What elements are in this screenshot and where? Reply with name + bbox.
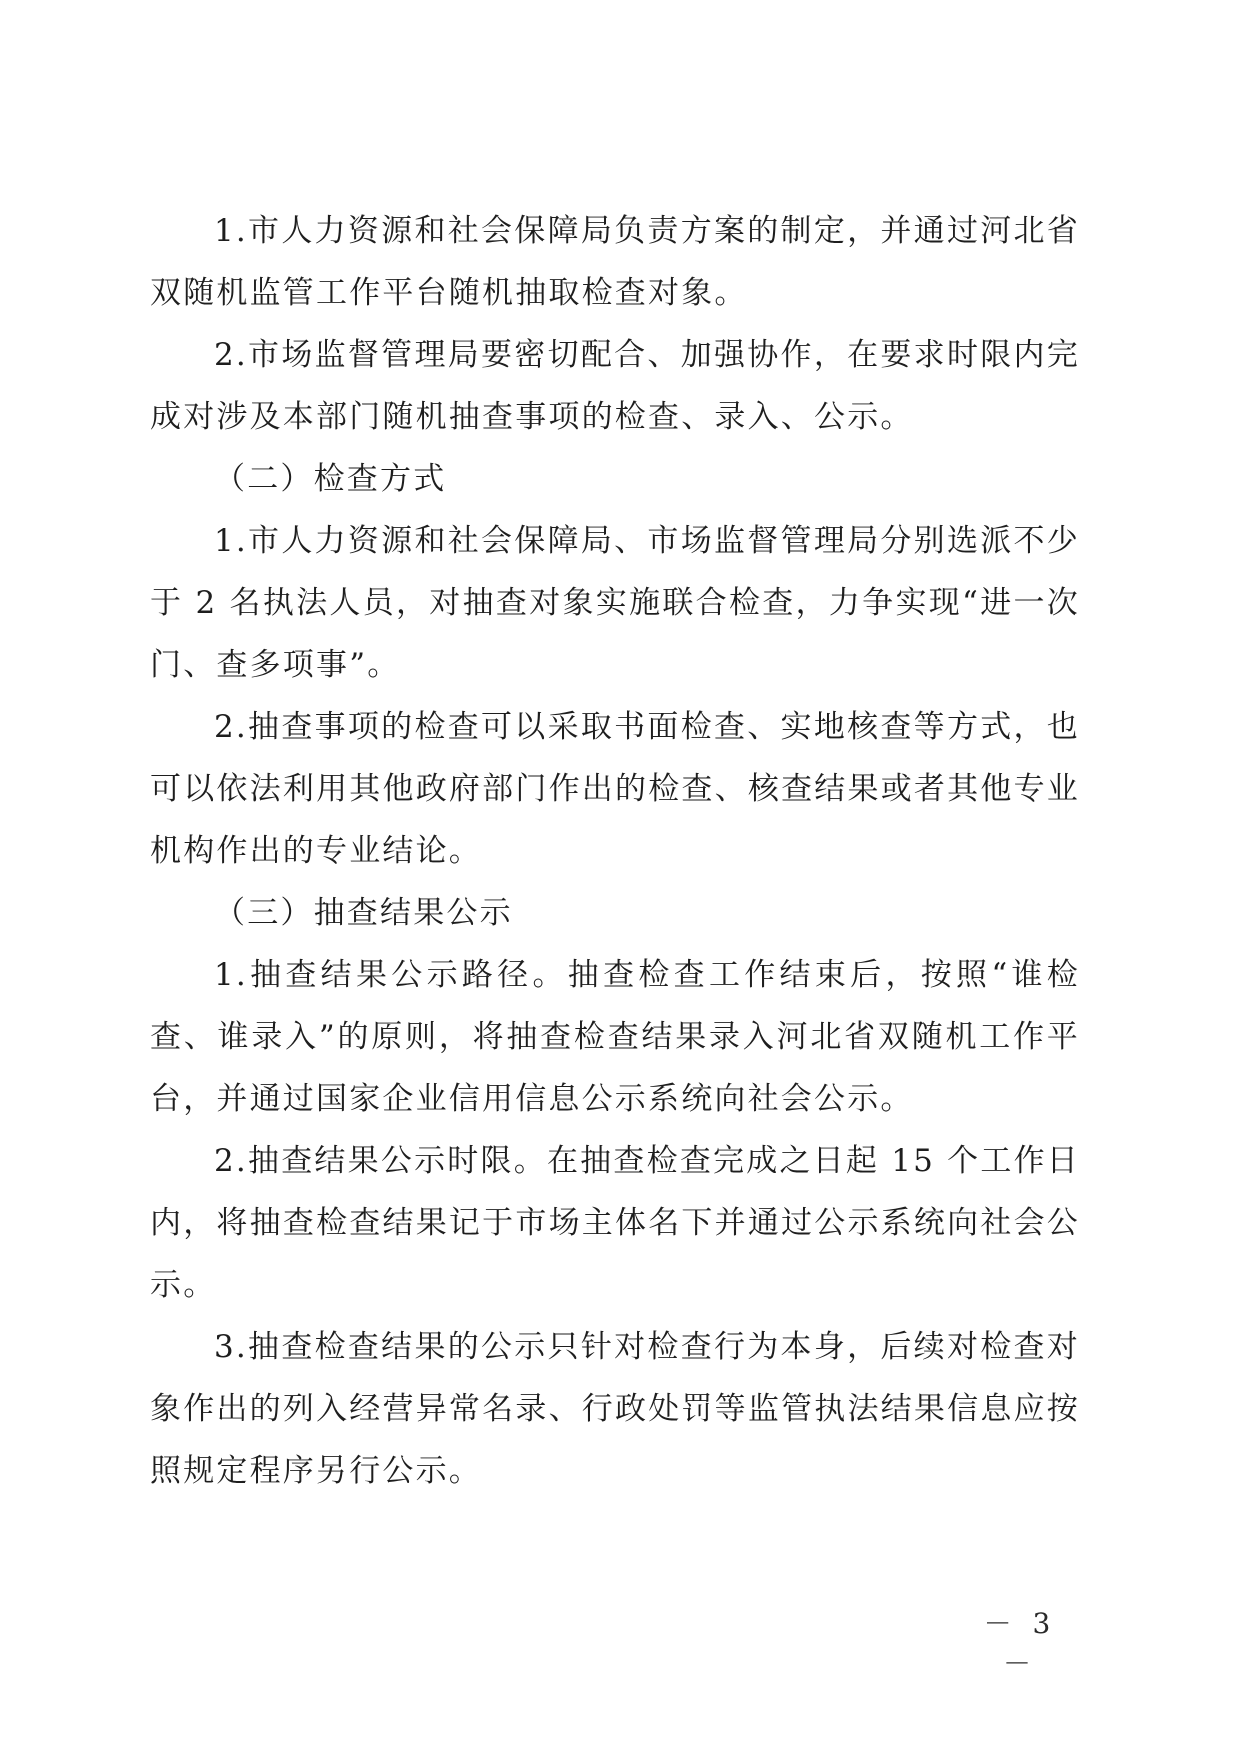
section-heading-2: （二）检查方式 xyxy=(214,461,447,497)
paragraph-3-1: 1.抽查结果公示路径。抽查检查工作结束后，按照“谁检查、谁录入”的原则，将抽查检查结果录入河北省双随机工作平台，并通过国家企业信用信息公示系统向社会公示。 xyxy=(150,957,1080,1117)
paragraph-3-3: 3.抽查检查结果的公示只针对检查行为本身，后续对检查对象作出的列入经营异常名录、行政处罚等监管执法结果信息应按照规定程序另行公示。 xyxy=(150,1329,1080,1489)
section-heading-3: （三）抽查结果公示 xyxy=(214,895,513,931)
paragraph-3-2: 2.抽查结果公示时限。在抽查检查完成之日起 15 个工作日内，将抽查检查结果记于市场主体名下并通过公示系统向社会公示。 xyxy=(150,1143,1080,1303)
paragraph-1-1: 1.市人力资源和社会保障局负责方案的制定，并通过河北省双随机监管工作平台随机抽取检查对象。 xyxy=(150,213,1080,311)
paragraph-1-2: 2.市场监督管理局要密切配合、加强协作，在要求时限内完成对涉及本部门随机抽查事项的检查、录入、公示。 xyxy=(150,337,1080,435)
page-number: － 3 － xyxy=(983,1607,1057,1680)
paragraph-2-2: 2.抽查事项的检查可以采取书面检查、实地核查等方式，也可以依法利用其他政府部门作出的检查、核查结果或者其他专业机构作出的专业结论。 xyxy=(150,709,1080,869)
document-body xyxy=(150,200,1080,1502)
paragraph-2-1: 1.市人力资源和社会保障局、市场监督管理局分别选派不少于 2 名执法人员，对抽查对象实施联合检查，力争实现“进一次门、查多项事”。 xyxy=(150,523,1080,683)
